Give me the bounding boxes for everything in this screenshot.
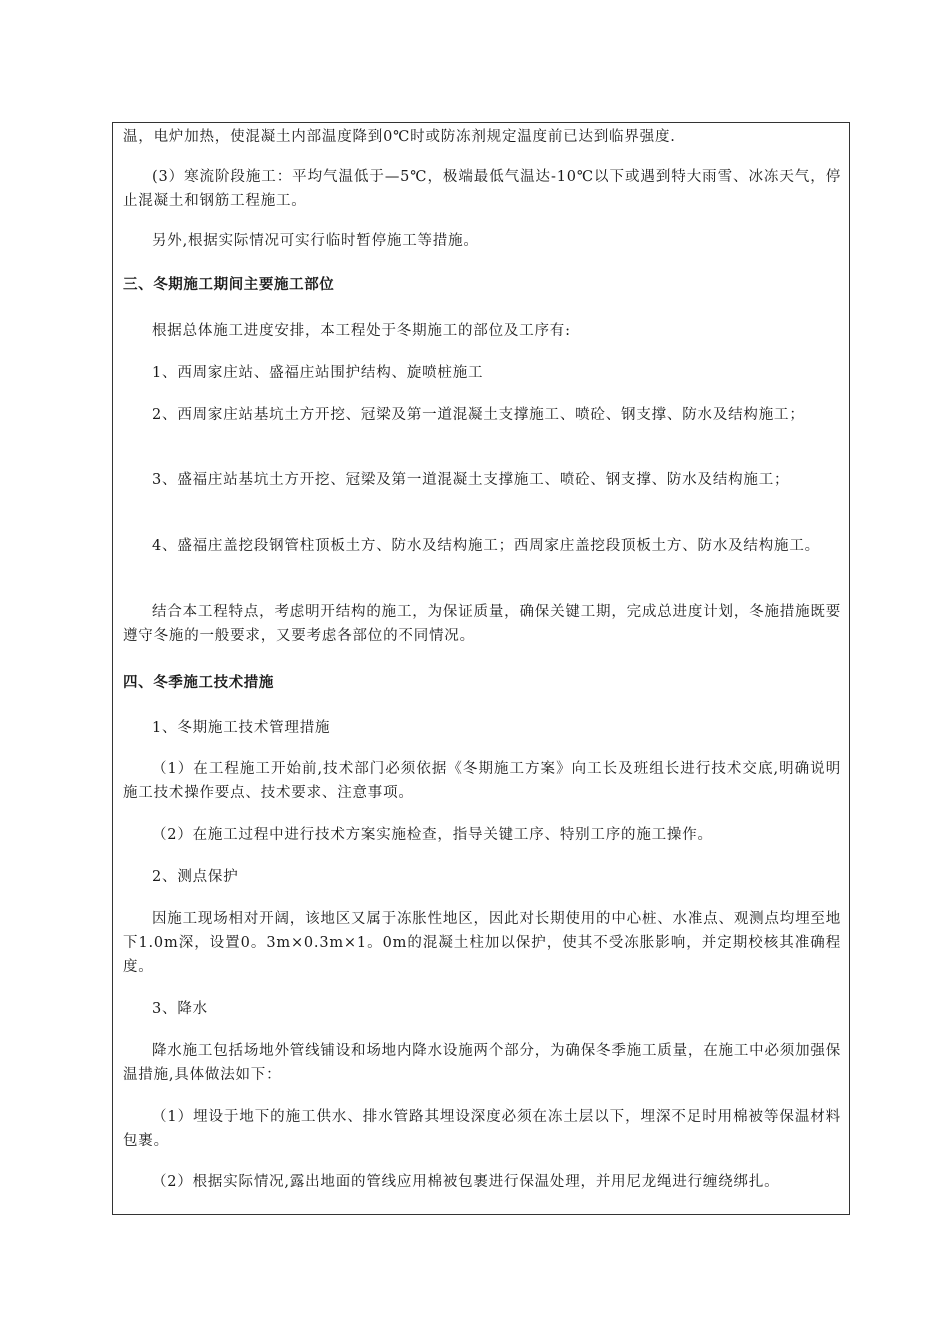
paragraph-temporary-suspension: 另外,根据实际情况可实行临时暂停施工等措施。: [152, 233, 479, 249]
subheading-technical-management: 1、冬期施工技术管理措施: [152, 720, 331, 736]
list-item-3: 3、盛福庄站基坑土方开挖、冠梁及第一道混凝土支撑施工、喷砼、钢支撑、防水及结构施工；: [152, 472, 790, 488]
paragraph-survey-point-protection: 因施工现场相对开阔，该地区又属于冻胀性地区，因此对长期使用的中心桩、水准点、观测点均埋至地下1.0m深，设置0。3m×0.3m×1。0m的混凝土柱加以保护，使其不受冻胀影响，并定期校核其准确程度。: [123, 911, 841, 975]
paragraph-technical-inspection: （2）在施工过程中进行技术方案实施检查，指导关键工序、特别工序的施工操作。: [152, 827, 713, 843]
paragraph-project-characteristics: 结合本工程特点，考虑明开结构的施工，为保证质量，确保关键工期，完成总进度计划，冬施措施既要遵守冬施的一般要求，又要考虑各部位的不同情况。: [123, 604, 841, 644]
section-heading-winter-technical-measures: 四、冬季施工技术措施: [123, 675, 274, 691]
list-item-4: 4、盛福庄盖挖段钢管柱顶板土方、防水及结构施工；西周家庄盖挖段顶板土方、防水及结构施工。: [152, 538, 820, 554]
paragraph-technical-briefing: （1）在工程施工开始前,技术部门必须依据《冬期施工方案》向工长及班组长进行技术交底,明确说明施工技术操作要点、技术要求、注意事项。: [123, 761, 841, 801]
list-item-2: 2、西周家庄站基坑土方开挖、冠梁及第一道混凝土支撑施工、喷砼、钢支撑、防水及结构施工；: [152, 407, 805, 423]
document-frame: [112, 122, 850, 1215]
paragraph-dewatering-overview: 降水施工包括场地外管线铺设和场地内降水设施两个部分，为确保冬季施工质量，在施工中必须加强保温措施,具体做法如下：: [123, 1043, 841, 1083]
subheading-dewatering: 3、降水: [152, 1001, 208, 1017]
paragraph-continued-text: 温，电炉加热，使混凝土内部温度降到0℃时或防冻剂规定温度前已达到临界强度.: [123, 129, 676, 145]
paragraph-construction-schedule: 根据总体施工进度安排，本工程处于冬期施工的部位及工序有:: [152, 323, 571, 339]
paragraph-exposed-pipe-insulation: （2）根据实际情况,露出地面的管线应用棉被包裹进行保温处理，并用尼龙绳进行缠绕绑扎。: [152, 1174, 780, 1190]
list-item-1: 1、西周家庄站、盛福庄站围护结构、旋喷桩施工: [152, 365, 484, 381]
subheading-survey-point-protection: 2、测点保护: [152, 869, 239, 885]
paragraph-underground-pipe-insulation: （1）埋设于地下的施工供水、排水管路其埋设深度必须在冻土层以下，埋深不足时用棉被等保温材料包裹。: [123, 1109, 841, 1149]
section-heading-winter-construction-parts: 三、冬期施工期间主要施工部位: [123, 277, 335, 293]
paragraph-cold-wave-construction: (3）寒流阶段施工：平均气温低于—5℃，极端最低气温达-10℃以下或遇到特大雨雪、冰冻天气，停止混凝土和钢筋工程施工。: [123, 169, 841, 209]
